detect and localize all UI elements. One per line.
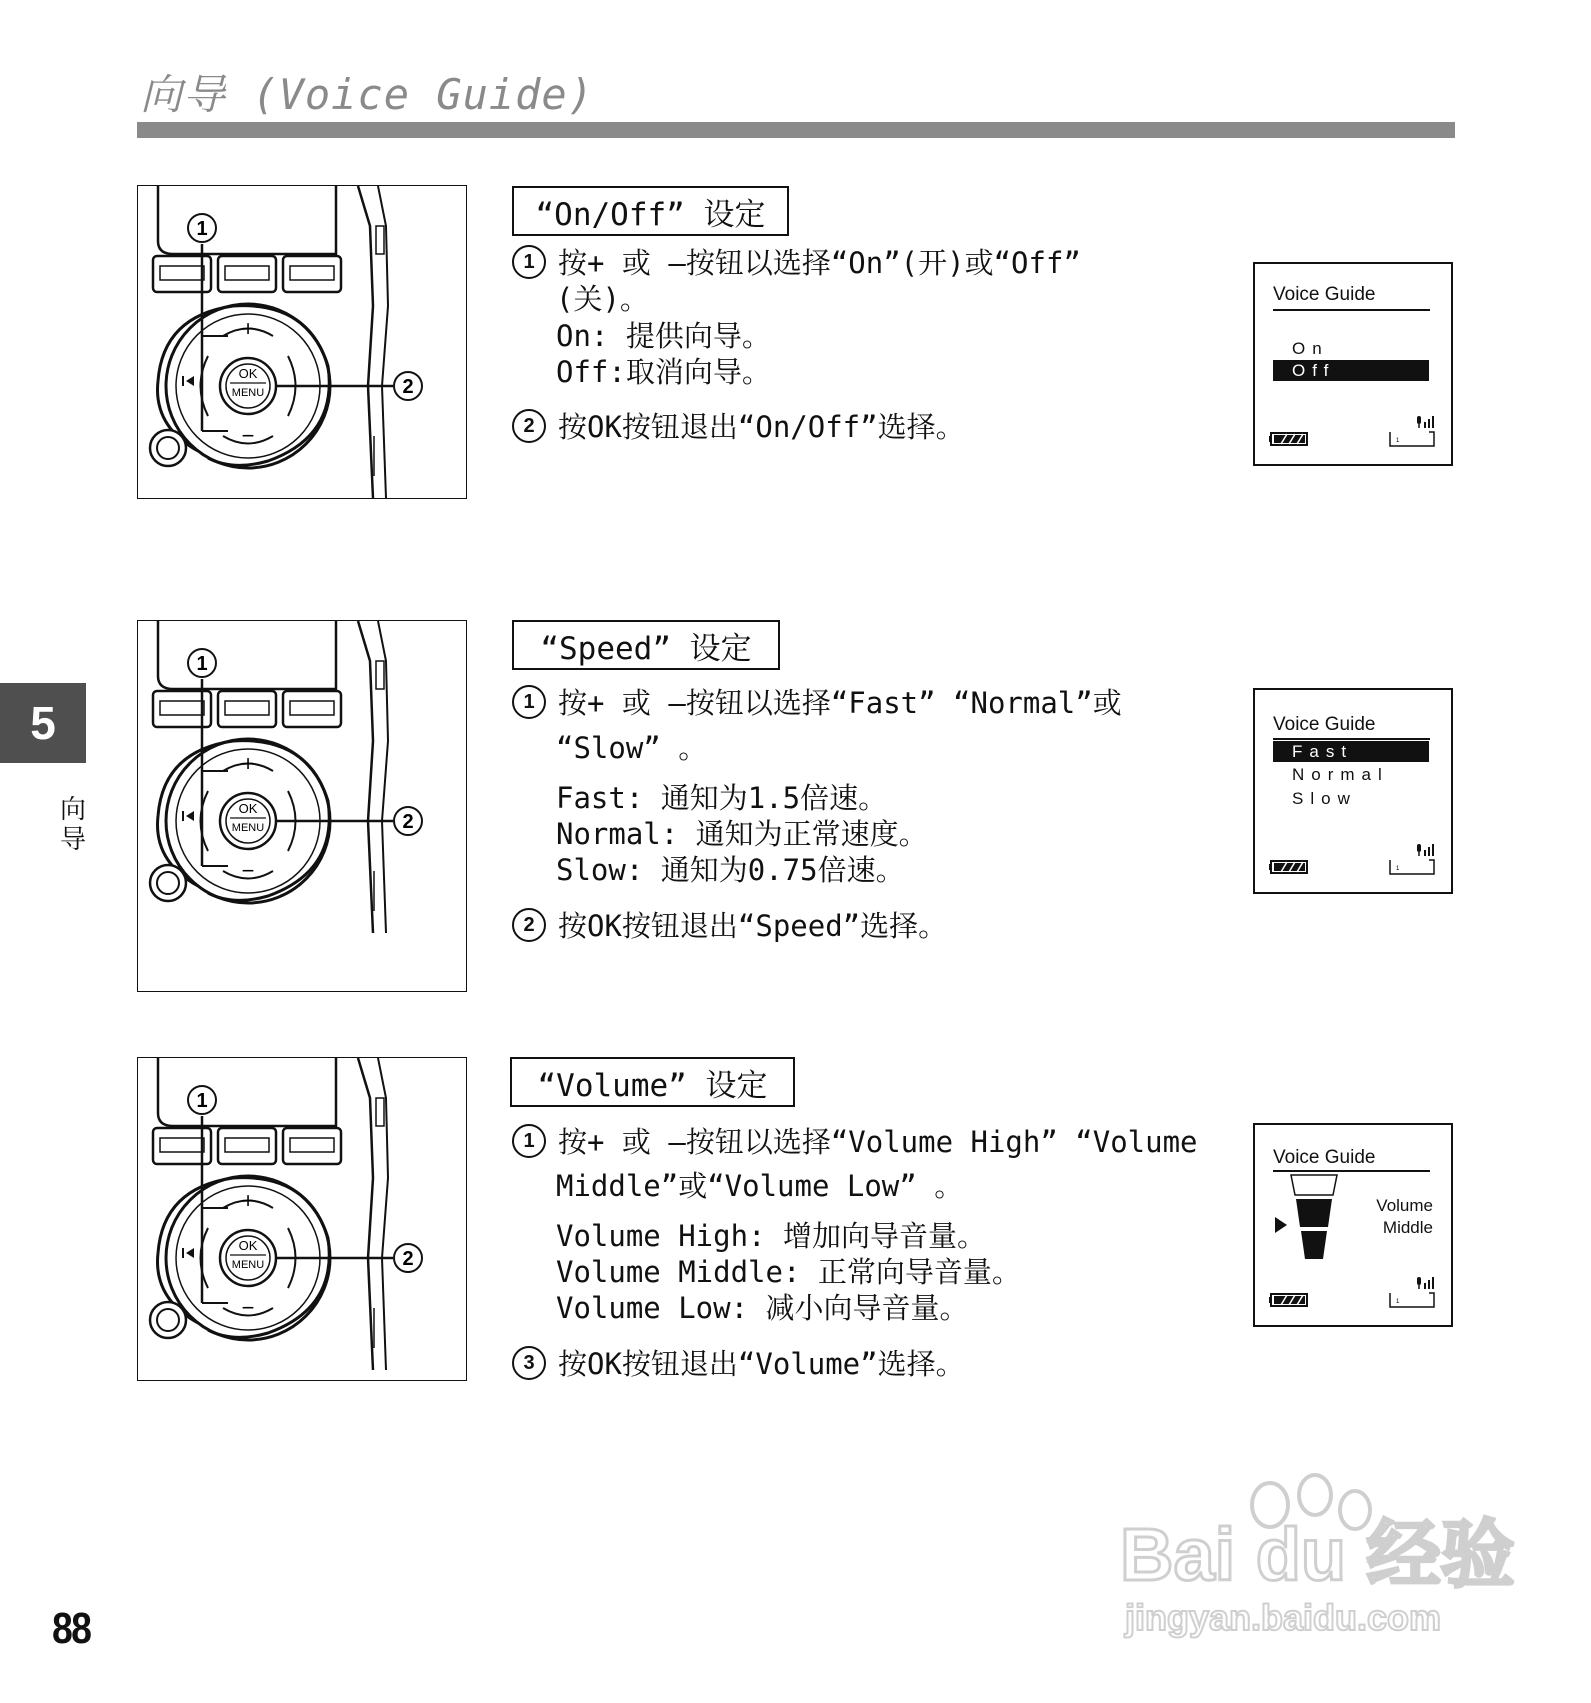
speed-desc-fast: Fast: 通知为1.5倍速。 [556, 781, 888, 815]
menu-label: MENU [231, 387, 265, 399]
speed-heading: “Speed” 设定 [512, 620, 780, 670]
lcd-rule [1273, 1170, 1430, 1172]
step-number: 2 [512, 409, 546, 443]
step-text: 按OK按钮退出“Speed”选择。 [558, 909, 948, 943]
onoff-step-2 [512, 409, 965, 446]
speed-step-1 [512, 685, 1122, 722]
lcd-item-slow: Slow [1292, 789, 1357, 808]
minus-label: − [241, 423, 255, 448]
plus-label: + [241, 1188, 255, 1213]
volume-step-1 [512, 1124, 1198, 1161]
device-illustration-onoff [137, 185, 467, 499]
step-number: 1 [512, 245, 546, 279]
chapter-tab [0, 683, 86, 763]
callout-1-label: 1 [196, 218, 208, 240]
lcd-onoff [1253, 262, 1453, 466]
onoff-desc-off: Off:取消向导。 [556, 355, 771, 389]
ok-label: OK [238, 366, 258, 381]
mic-sensitivity-icon [1389, 844, 1435, 876]
step-text: 按OK按钮退出“Volume”选择。 [558, 1347, 965, 1381]
callout-1-label: 1 [196, 653, 208, 675]
onoff-desc-on: On: 提供向导。 [556, 319, 771, 353]
speed-step-2 [512, 908, 947, 945]
minus-label: − [241, 858, 255, 883]
callout-2-label: 2 [402, 376, 414, 398]
ok-label: OK [238, 1238, 258, 1253]
watermark-url: jingyan.baidu.com [1125, 1597, 1442, 1638]
baidu-paw-logo-icon [1120, 1460, 1540, 1650]
device-illustration-volume [137, 1057, 467, 1381]
page-number: 88 [52, 1604, 91, 1653]
chapter-number: 5 [30, 697, 56, 749]
battery-icon [1269, 1293, 1309, 1307]
step-text: 按OK按钮退出“On/Off”选择。 [558, 410, 965, 444]
step-number: 2 [512, 908, 546, 942]
volume-heading: “Volume” 设定 [510, 1057, 795, 1107]
volume-desc-low: Volume Low: 减小向导音量。 [556, 1291, 969, 1325]
lcd-item-fast-selected: Fast [1273, 741, 1429, 762]
lcd-speed [1253, 688, 1453, 894]
voice-recorder-drawing [138, 186, 466, 498]
mic-sensitivity-icon [1389, 1277, 1435, 1309]
callout-2-label: 2 [402, 811, 414, 833]
volume-step-1-cont: Middle”或“Volume Low” 。 [556, 1169, 964, 1203]
lcd-volume [1253, 1123, 1453, 1327]
plus-label: + [241, 751, 255, 776]
callout-1-label: 1 [196, 1090, 208, 1112]
baidu-watermark [1120, 1460, 1540, 1650]
battery-icon [1269, 860, 1309, 874]
lcd-item-on: On [1292, 339, 1329, 358]
lcd-title: Voice Guide [1273, 714, 1376, 735]
onoff-step-1-cont: (关)。 [556, 282, 649, 316]
svg-text:1: 1 [1396, 1299, 1400, 1305]
lcd-rule [1273, 738, 1430, 740]
step-text: 按+ 或 —按钮以选择“Volume High” “Volume [558, 1125, 1198, 1159]
volume-desc-high: Volume High: 增加向导音量。 [556, 1219, 986, 1253]
onoff-step-1 [512, 245, 1081, 282]
volume-step-3 [512, 1346, 965, 1383]
title-rule [137, 122, 1455, 138]
lcd-rule [1273, 309, 1430, 311]
onoff-heading: “On/Off” 设定 [512, 186, 789, 236]
lcd-item-off-selected: Off [1273, 360, 1429, 381]
volume-level-label-2: Middle [1382, 1218, 1433, 1237]
speed-desc-slow: Slow: 通知为0.75倍速。 [556, 853, 905, 887]
svg-text:1: 1 [1396, 438, 1400, 444]
chapter-label-char-2: 导 [59, 825, 86, 855]
watermark-brand: Bai du 经验 [1120, 1513, 1515, 1596]
volume-level-icon [1275, 1173, 1339, 1265]
step-text: 按+ 或 —按钮以选择“Fast” “Normal”或 [558, 686, 1122, 720]
chapter-label [58, 795, 88, 855]
minus-label: − [241, 1295, 255, 1320]
step-number: 3 [512, 1346, 546, 1380]
volume-desc-middle: Volume Middle: 正常向导音量。 [556, 1255, 1021, 1289]
step-number: 1 [512, 685, 546, 719]
speed-step-1-cont: “Slow” 。 [556, 731, 708, 765]
voice-recorder-drawing [138, 1058, 466, 1380]
volume-level-label-1: Volume [1376, 1196, 1433, 1215]
page-title: 向导 (Voice Guide) [140, 70, 595, 119]
speed-desc-normal: Normal: 通知为正常速度。 [556, 817, 928, 851]
menu-label: MENU [231, 1259, 265, 1271]
step-number: 1 [512, 1124, 546, 1158]
lcd-title: Voice Guide [1273, 284, 1376, 305]
svg-text:1: 1 [1396, 866, 1400, 872]
ok-label: OK [238, 801, 258, 816]
lcd-title: Voice Guide [1273, 1147, 1376, 1168]
callout-2-label: 2 [402, 1248, 414, 1270]
mic-sensitivity-icon [1389, 416, 1435, 448]
voice-recorder-drawing [138, 621, 466, 991]
battery-icon [1269, 432, 1309, 446]
lcd-item-normal: Normal [1292, 765, 1389, 784]
menu-label: MENU [231, 822, 265, 834]
device-illustration-speed [137, 620, 467, 992]
step-text: 按+ 或 —按钮以选择“On”(开)或“Off” [558, 246, 1081, 280]
plus-label: + [241, 316, 255, 341]
chapter-label-char-1: 向 [59, 795, 86, 825]
